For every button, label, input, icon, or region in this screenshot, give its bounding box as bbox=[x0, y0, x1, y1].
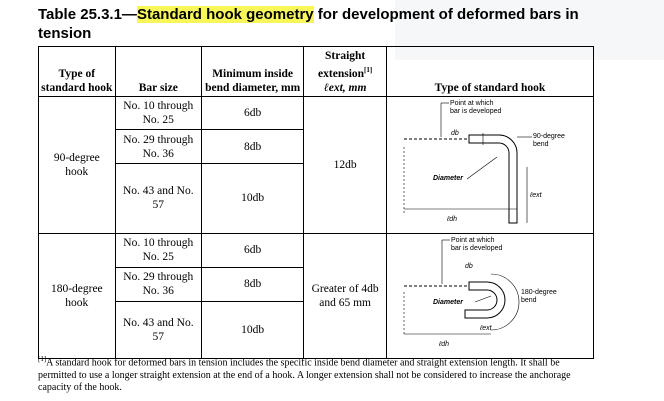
db-label: db bbox=[464, 263, 473, 270]
hook-90-diagram bbox=[387, 97, 593, 229]
figure-180-cell bbox=[386, 234, 593, 359]
min-diameter-cell: 6db bbox=[201, 234, 303, 268]
point-label: Point at which bar is developed bbox=[450, 237, 503, 252]
diameter-label: Diameter bbox=[432, 299, 463, 306]
hook-180-diagram bbox=[387, 234, 593, 354]
table-row bbox=[39, 234, 594, 268]
lext-label: ℓext bbox=[529, 192, 542, 199]
diameter-label: Diameter bbox=[432, 175, 463, 182]
highlighted-text: Standard hook geometry bbox=[136, 6, 314, 23]
bar-size-cell: No. 29 through No. 36 bbox=[115, 130, 201, 163]
figure-90-cell bbox=[386, 97, 593, 234]
bar-size-cell: No. 29 through No. 36 bbox=[115, 267, 201, 301]
footnote bbox=[38, 353, 598, 395]
min-diameter-cell: 6db bbox=[201, 97, 303, 130]
header-figure: Type of standard hook bbox=[386, 47, 593, 97]
lext-label: ℓext bbox=[479, 325, 492, 332]
min-diameter-cell: 8db bbox=[201, 130, 303, 163]
table-title: Table 25.3.1—Standard hook geometry for development of deformed bars in tension bbox=[38, 6, 579, 42]
table-row bbox=[39, 97, 594, 130]
header-min-diameter: Minimum inside bend diameter, mm bbox=[201, 47, 303, 97]
header-type: Type of standard hook bbox=[39, 47, 116, 97]
ldh-label: ℓdh bbox=[446, 216, 458, 223]
ldh-label: ℓdh bbox=[438, 341, 450, 348]
hook-type-180: 180-degree hook bbox=[39, 234, 116, 359]
bar-size-cell: No. 10 through No. 25 bbox=[115, 234, 201, 268]
bend-label: 180-degree bend bbox=[520, 289, 557, 304]
header-row bbox=[39, 47, 594, 97]
db-label: db bbox=[450, 130, 459, 137]
bend-label: 90-degree bend bbox=[532, 133, 565, 148]
min-diameter-cell: 10db bbox=[201, 163, 303, 233]
bar-size-cell: No. 10 through No. 25 bbox=[115, 97, 201, 130]
straight-extension-cell: 12db bbox=[304, 97, 387, 234]
footnote-marker: [1] bbox=[38, 355, 47, 363]
footnote-text: A standard hook for deformed bars in tension includes the specific inside bend diameter and straight extension length. It shall be permitted to use a longer straight extension at the end of a hook. A longer extension shall not be considered to increase the anchorage capacity of the hook. bbox=[38, 357, 571, 394]
min-diameter-cell: 10db bbox=[201, 301, 303, 358]
point-label: Point at which bar is developed bbox=[449, 100, 502, 115]
header-straight-extension: Straight extension[1] ℓext, mm bbox=[304, 47, 387, 97]
straight-extension-cell: Greater of 4db and 65 mm bbox=[304, 234, 387, 359]
header-bar-size: Bar size bbox=[115, 47, 201, 97]
hook-geometry-table bbox=[38, 46, 594, 359]
hook-type-90: 90-degree hook bbox=[39, 97, 116, 234]
min-diameter-cell: 8db bbox=[201, 267, 303, 301]
bar-size-cell: No. 43 and No. 57 bbox=[115, 163, 201, 233]
bar-size-cell: No. 43 and No. 57 bbox=[115, 301, 201, 358]
